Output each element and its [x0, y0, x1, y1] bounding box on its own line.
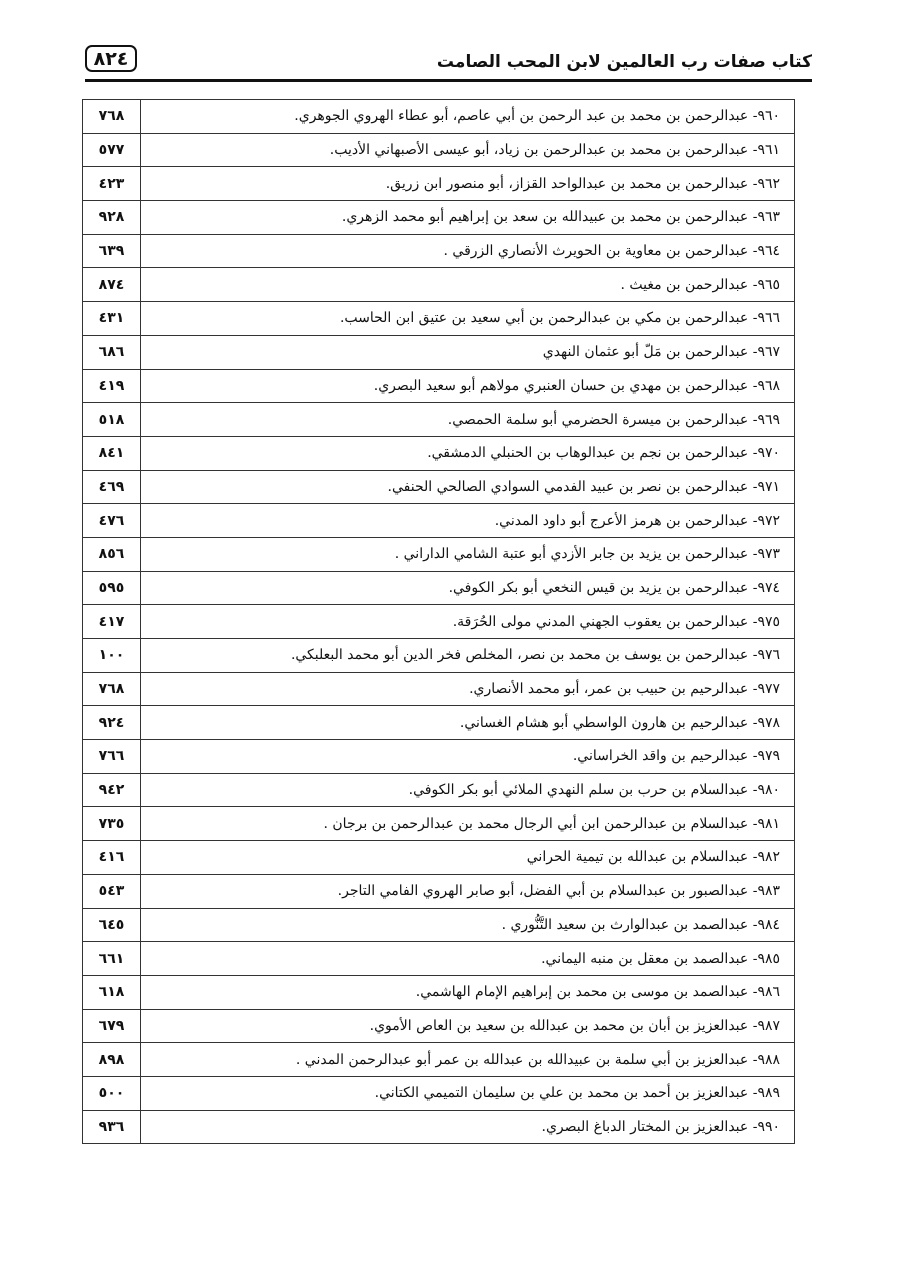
- entry-page-cell: ٩٤٢: [83, 773, 141, 807]
- entry-text-cell: ٩٨٢- عبدالسلام بن عبدالله بن تيمية الحراني: [141, 841, 795, 875]
- table-row: [83, 369, 795, 403]
- entry-page-cell: ٦٦١: [83, 942, 141, 976]
- entry-page-cell: ٥٠٠: [83, 1076, 141, 1110]
- table-row: [83, 1043, 795, 1077]
- entry-page-cell: ٤١٩: [83, 369, 141, 403]
- entry-page-cell: ٥١٨: [83, 403, 141, 437]
- entry-text-cell: ٩٦٧- عبدالرحمن بن مَلّ أبو عثمان النهدي: [141, 335, 795, 369]
- entry-page-cell: ٦٤٥: [83, 908, 141, 942]
- entry-page-cell: ٦٧٩: [83, 1009, 141, 1043]
- entry-text-cell: ٩٦٩- عبدالرحمن بن ميسرة الحضرمي أبو سلمة الحمصي.: [141, 403, 795, 437]
- entry-page-cell: ٨٥٦: [83, 537, 141, 571]
- table-row: [83, 1110, 795, 1144]
- entry-text-cell: ٩٧٤- عبدالرحمن بن يزيد بن قيس النخعي أبو بكر الكوفي.: [141, 571, 795, 605]
- entry-text-cell: ٩٦٤- عبدالرحمن بن معاوية بن الحويرث الأنصاري الزرقي .: [141, 234, 795, 268]
- table-row: [83, 639, 795, 673]
- entry-text-cell: ٩٨٦- عبدالصمد بن موسى بن محمد بن إبراهيم الإمام الهاشمي.: [141, 975, 795, 1009]
- entry-page-cell: ٨٤١: [83, 436, 141, 470]
- page-number-box: [85, 45, 137, 72]
- entry-text-cell: ٩٨٨- عبدالعزيز بن أبي سلمة بن عبيدالله بن عبدالله بن عمر أبو عبدالرحمن المدني .: [141, 1043, 795, 1077]
- table-row: [83, 234, 795, 268]
- entry-page-cell: ٨٧٤: [83, 268, 141, 302]
- entry-page-cell: ٧٦٦: [83, 740, 141, 774]
- entry-text-cell: ٩٩٠- عبدالعزيز بن المختار الدباغ البصري.: [141, 1110, 795, 1144]
- entry-page-cell: ٤٧٦: [83, 504, 141, 538]
- entry-text-cell: ٩٨٩- عبدالعزيز بن أحمد بن محمد بن علي بن سليمان التميمي الكتاني.: [141, 1076, 795, 1110]
- entry-text-cell: ٩٧٢- عبدالرحمن بن هرمز الأعرج أبو داود المدني.: [141, 504, 795, 538]
- entry-text-cell: ٩٧٨- عبدالرحيم بن هارون الواسطي أبو هشام الغساني.: [141, 706, 795, 740]
- entry-page-cell: ٦٨٦: [83, 335, 141, 369]
- entry-page-cell: ٥٩٥: [83, 571, 141, 605]
- table-row: [83, 537, 795, 571]
- table-row: [83, 201, 795, 235]
- page-header: [0, 0, 900, 92]
- entry-page-cell: ٩٣٦: [83, 1110, 141, 1144]
- table-row: [83, 605, 795, 639]
- table-row: [83, 706, 795, 740]
- entry-text-cell: ٩٦٦- عبدالرحمن بن مكي بن عبدالرحمن بن أبي سعيد بن عتيق ابن الحاسب.: [141, 302, 795, 336]
- entry-text-cell: ٩٨٥- عبدالصمد بن معقل بن منبه اليماني.: [141, 942, 795, 976]
- entry-text-cell: ٩٧٠- عبدالرحمن بن نجم بن عبدالوهاب بن الحنبلي الدمشقي.: [141, 436, 795, 470]
- table-row: [83, 470, 795, 504]
- entry-page-cell: ٥٤٣: [83, 874, 141, 908]
- entry-text-cell: ٩٨١- عبدالسلام بن عبدالرحمن ابن أبي الرجال محمد بن عبدالرحمن بن برجان .: [141, 807, 795, 841]
- table-row: [83, 1009, 795, 1043]
- table-row: [83, 773, 795, 807]
- entry-text-cell: ٩٧٩- عبدالرحيم بن واقد الخراساني.: [141, 740, 795, 774]
- table-row: [83, 100, 795, 134]
- entry-text-cell: ٩٧٧- عبدالرحيم بن حبيب بن عمر، أبو محمد الأنصاري.: [141, 672, 795, 706]
- entry-text-cell: ٩٦٣- عبدالرحمن بن محمد بن عبيدالله بن سعد بن إبراهيم أبو محمد الزهري.: [141, 201, 795, 235]
- table-row: [83, 1076, 795, 1110]
- entry-page-cell: ٤١٧: [83, 605, 141, 639]
- table-row: [83, 807, 795, 841]
- entry-text-cell: ٩٧٦- عبدالرحمن بن يوسف بن محمد بن نصر، المخلص فخر الدين أبو محمد البعلبكي.: [141, 639, 795, 673]
- entry-text-cell: ٩٨٠- عبدالسلام بن حرب بن سلم النهدي الملائي أبو بكر الكوفي.: [141, 773, 795, 807]
- table-row: [83, 908, 795, 942]
- book-title: كتاب صفات رب العالمين لابن المحب الصامت: [436, 52, 812, 72]
- table-row: [83, 841, 795, 875]
- entry-text-cell: ٩٧٣- عبدالرحمن بن يزيد بن جابر الأزدي أبو عتبة الشامي الداراني .: [141, 537, 795, 571]
- table-row: [83, 403, 795, 437]
- header-rule: [85, 79, 812, 82]
- entry-text-cell: ٩٨٣- عبدالصبور بن عبدالسلام بن أبي الفضل، أبو صابر الهروي الفامي التاجر.: [141, 874, 795, 908]
- entry-page-cell: ٥٧٧: [83, 133, 141, 167]
- table-row: [83, 167, 795, 201]
- table-row: [83, 436, 795, 470]
- entry-page-cell: ٧٦٨: [83, 100, 141, 134]
- entry-page-cell: ٤٦٩: [83, 470, 141, 504]
- entry-text-cell: ٩٧١- عبدالرحمن بن نصر بن عبيد الفدمي السوادي الصالحي الحنفي.: [141, 470, 795, 504]
- table-row: [83, 571, 795, 605]
- table-row: [83, 504, 795, 538]
- entry-page-cell: ٤١٦: [83, 841, 141, 875]
- table-row: [83, 335, 795, 369]
- entry-text-cell: ٩٦١- عبدالرحمن بن محمد بن عبدالرحمن بن زياد، أبو عيسى الأصبهاني الأديب.: [141, 133, 795, 167]
- table-row: [83, 302, 795, 336]
- table-row: [83, 740, 795, 774]
- entry-page-cell: ١٠٠: [83, 639, 141, 673]
- index-table: [82, 99, 795, 1144]
- entry-text-cell: ٩٧٥- عبدالرحمن بن يعقوب الجهني المدني مولى الحُرَقة.: [141, 605, 795, 639]
- entry-page-cell: ٩٢٨: [83, 201, 141, 235]
- entry-page-cell: ٧٦٨: [83, 672, 141, 706]
- entry-page-cell: ٨٩٨: [83, 1043, 141, 1077]
- entry-page-cell: ٧٣٥: [83, 807, 141, 841]
- table-row: [83, 975, 795, 1009]
- entry-page-cell: ٤٣١: [83, 302, 141, 336]
- entry-page-cell: ٦٣٩: [83, 234, 141, 268]
- table-row: [83, 672, 795, 706]
- entry-page-cell: ٩٢٤: [83, 706, 141, 740]
- entry-text-cell: ٩٨٤- عبدالصمد بن عبدالوارث بن سعيد التَّنُّوري .: [141, 908, 795, 942]
- table-row: [83, 268, 795, 302]
- table-row: [83, 133, 795, 167]
- table-row: [83, 874, 795, 908]
- table-row: [83, 942, 795, 976]
- entry-text-cell: ٩٦٨- عبدالرحمن بن مهدي بن حسان العنبري مولاهم أبو سعيد البصري.: [141, 369, 795, 403]
- entry-page-cell: ٤٢٣: [83, 167, 141, 201]
- entry-text-cell: ٩٦٠- عبدالرحمن بن محمد بن عبد الرحمن بن أبي عاصم، أبو عطاء الهروي الجوهري.: [141, 100, 795, 134]
- entry-text-cell: ٩٦٢- عبدالرحمن بن محمد بن عبدالواحد القزاز، أبو منصور ابن زريق.: [141, 167, 795, 201]
- entry-page-cell: ٦١٨: [83, 975, 141, 1009]
- entry-text-cell: ٩٦٥- عبدالرحمن بن مغيث .: [141, 268, 795, 302]
- index-table-body: [83, 100, 795, 1144]
- page-number: ٨٢٤: [93, 47, 129, 70]
- entry-text-cell: ٩٨٧- عبدالعزيز بن أبان بن محمد بن عبدالله بن سعيد بن العاص الأموي.: [141, 1009, 795, 1043]
